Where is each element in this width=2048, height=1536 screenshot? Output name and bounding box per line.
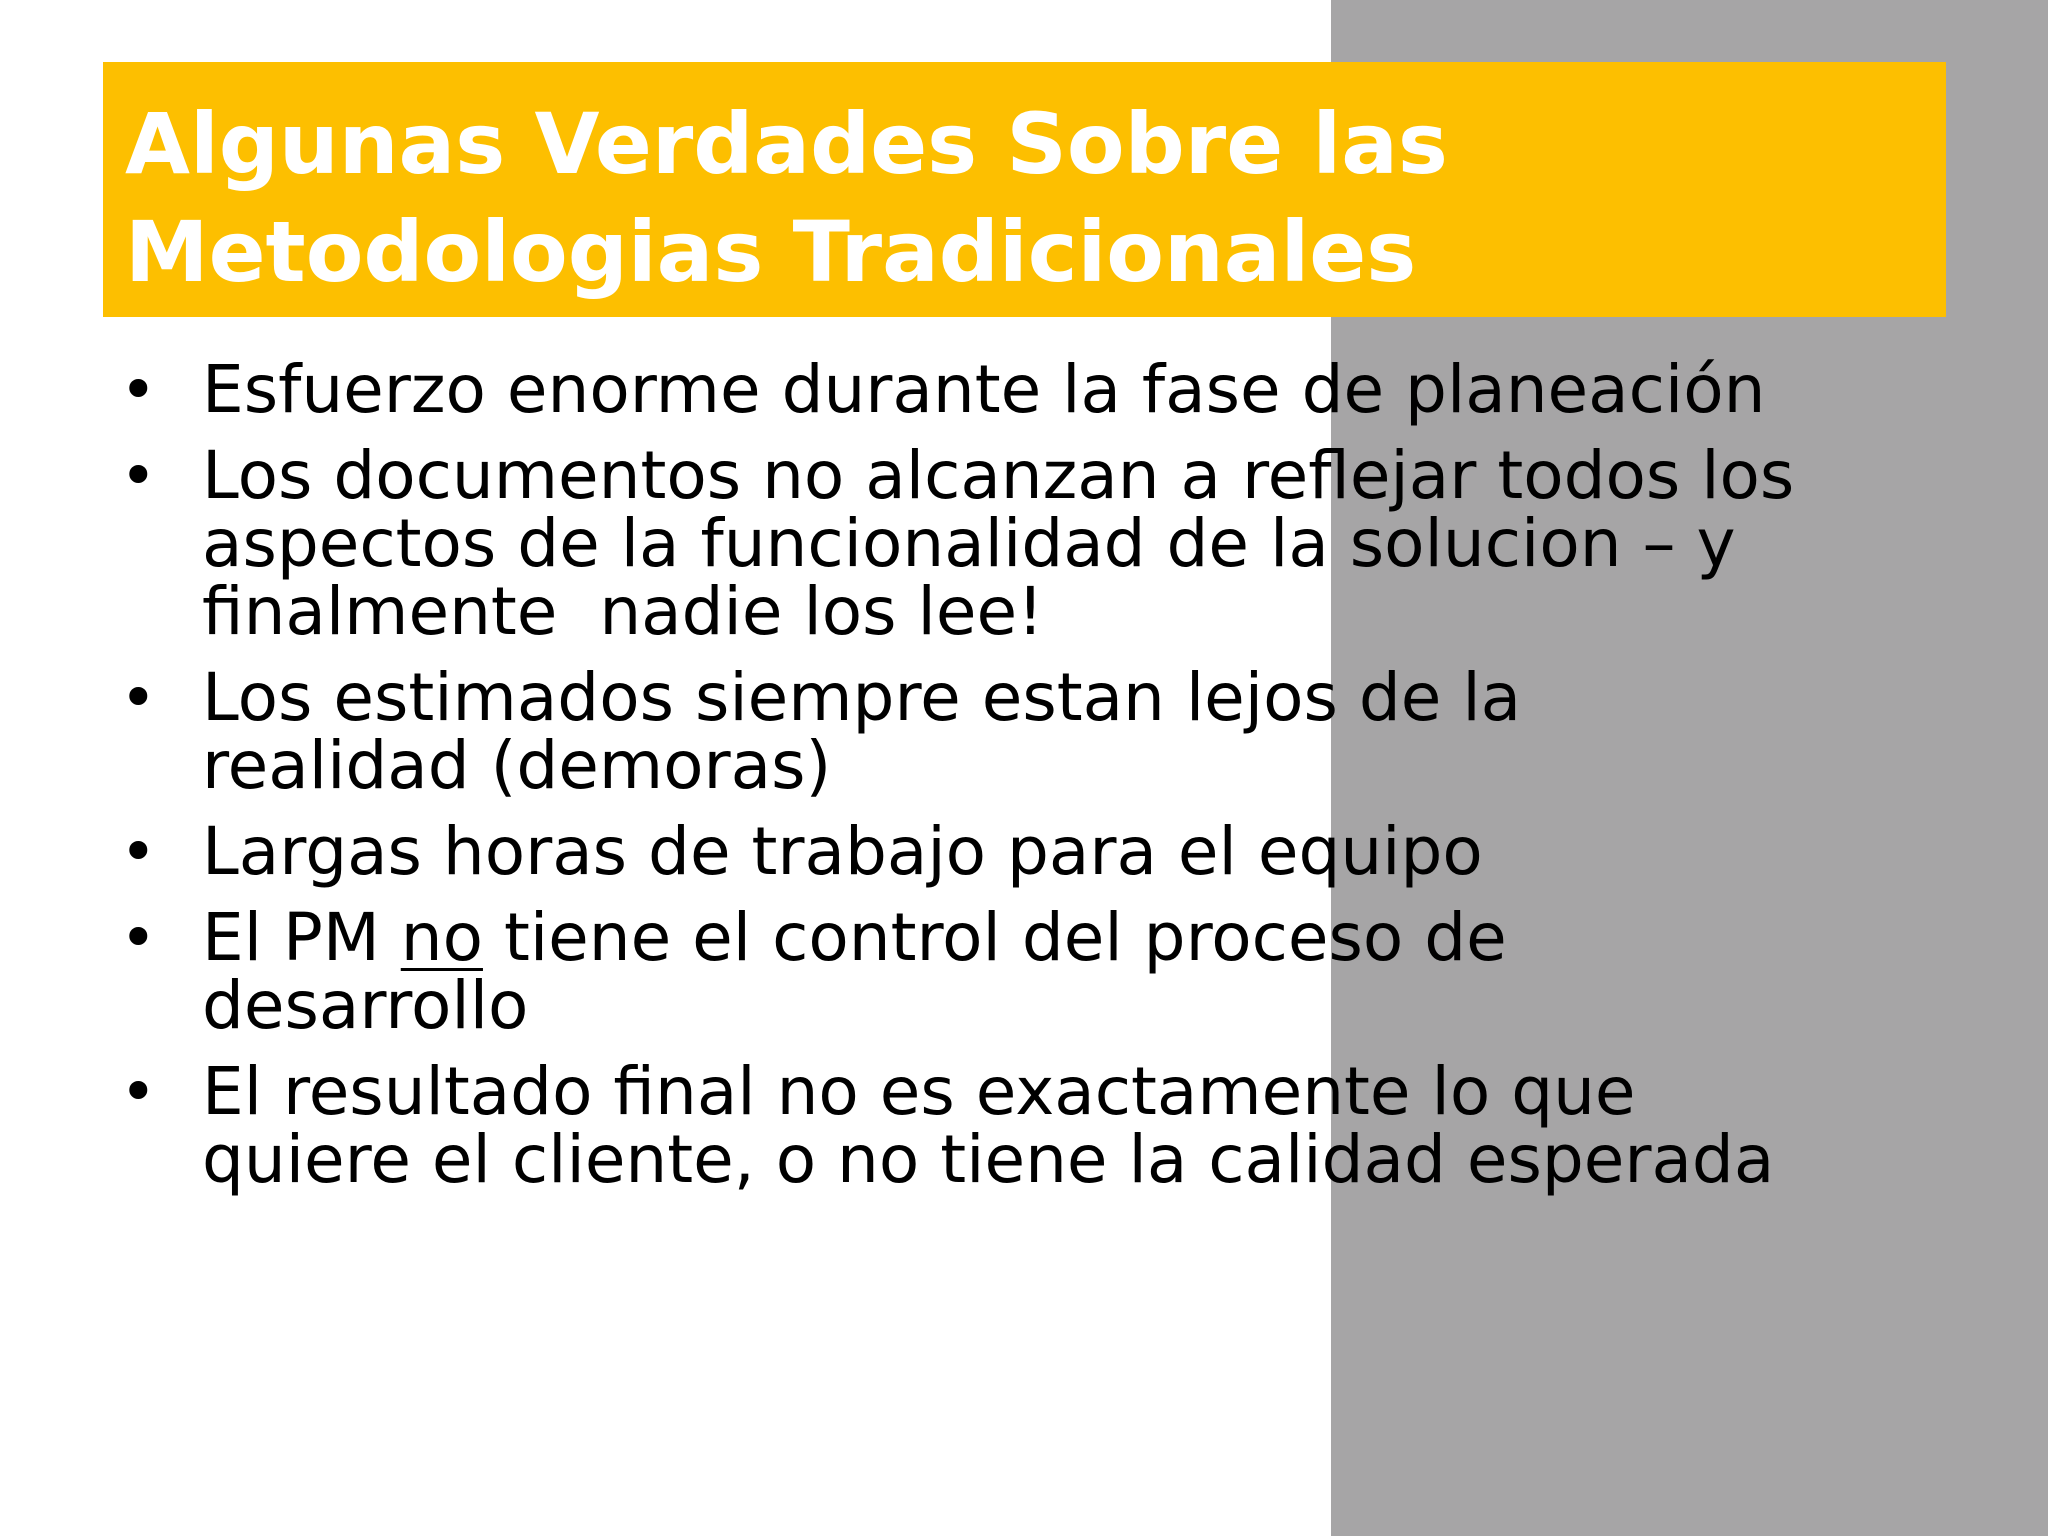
bullet-text-line: realidad (demoras) xyxy=(202,727,832,804)
bullet-item xyxy=(120,351,2020,428)
bullet-icon: • xyxy=(120,901,157,974)
bullet-list xyxy=(120,351,2020,1212)
bullet-text-line: El resultado final no es exactamente lo que xyxy=(202,1053,1636,1130)
bullet-text-line: quiere el cliente, o no tiene la calidad esperada xyxy=(202,1121,1775,1198)
bullet-text-line: Esfuerzo enorme durante la fase de planeación xyxy=(202,351,1766,428)
bullet-item xyxy=(120,437,2020,650)
bullet-text-line: Los documentos no alcanzan a reflejar todos los xyxy=(202,437,1795,514)
bullet-item xyxy=(120,899,2020,1044)
slide-title-line-1: Algunas Verdades Sobre las xyxy=(125,95,1448,193)
bullet-text-segment: tiene el control del proceso de xyxy=(482,899,1507,976)
underlined-word: no xyxy=(400,899,483,976)
bullet-icon: • xyxy=(120,815,157,888)
bullet-text-line: finalmente nadie los lee! xyxy=(202,573,1044,650)
bullet-item xyxy=(120,1053,2020,1198)
bullet-text-line xyxy=(202,899,2020,976)
bullet-text-segment: El PM xyxy=(202,899,401,976)
bullet-icon: • xyxy=(120,661,157,734)
bullet-icon: • xyxy=(120,353,157,426)
bullet-text-line: desarrollo xyxy=(202,967,529,1044)
bullet-icon: • xyxy=(120,439,157,512)
slide-title-line-2: Metodologias Tradicionales xyxy=(125,203,1417,301)
bullet-text-line: Los estimados siempre estan lejos de la xyxy=(202,659,1522,736)
bullet-icon: • xyxy=(120,1055,157,1128)
bullet-item xyxy=(120,659,2020,804)
bullet-text-line: aspectos de la funcionalidad de la solucion – y xyxy=(202,505,1736,582)
title-banner xyxy=(103,62,1946,317)
bullet-item xyxy=(120,813,2020,890)
bullet-text-line: Largas horas de trabajo para el equipo xyxy=(202,813,1483,890)
